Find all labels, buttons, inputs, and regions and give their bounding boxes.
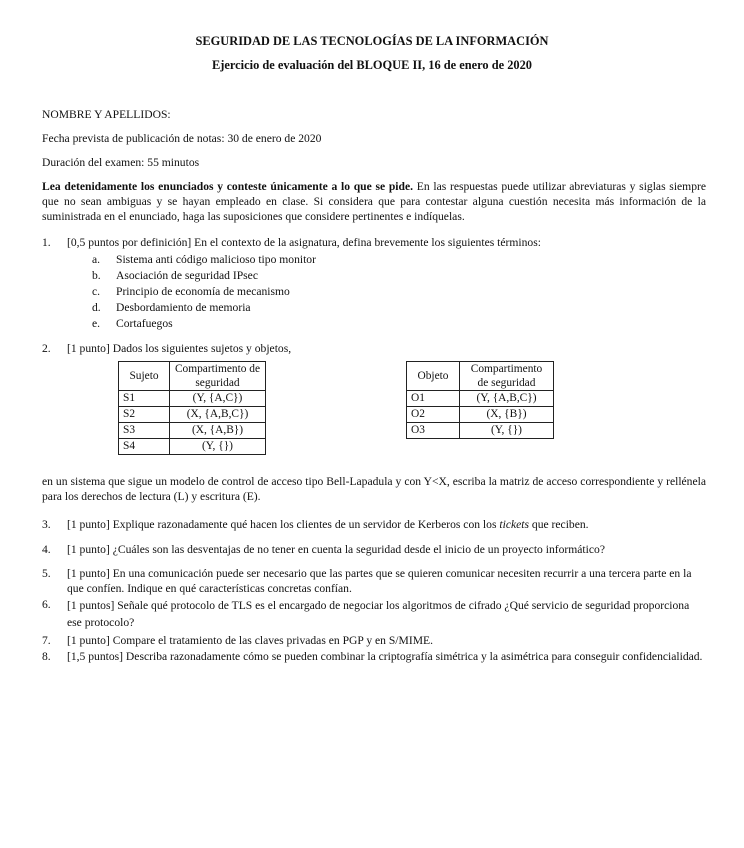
question-1 <box>42 235 706 250</box>
question-number: 2. <box>42 342 51 355</box>
subjects-table <box>118 361 266 455</box>
table-cell: (Y, {}) <box>460 423 554 439</box>
question-text: [1 punto] Compare el tratamiento de las claves privadas en PGP y en S/MIME. <box>67 634 433 647</box>
exam-subtitle: Ejercicio de evaluación del BLOQUE II, 16 de enero de 2020 <box>212 58 532 72</box>
table-header-row <box>407 362 554 391</box>
item-text: Cortafuegos <box>116 317 173 330</box>
question-text: [1 punto] ¿Cuáles son las desventajas de no tener en cuenta la seguridad desde el inicio de un proyecto informático? <box>67 543 605 556</box>
table-cell: O3 <box>407 423 460 439</box>
question-7 <box>42 633 706 648</box>
question-number: 7. <box>42 634 51 647</box>
item-text: Desbordamiento de memoria <box>116 301 251 314</box>
item-text: Asociación de seguridad IPsec <box>116 269 258 282</box>
table-cell: S3 <box>119 423 170 439</box>
table-cell: (X, {A,B}) <box>170 423 266 439</box>
instructions-bold: Lea detenidamente los enunciados y conteste únicamente a lo que se pide. <box>42 180 414 193</box>
table-row <box>119 407 266 423</box>
table-row <box>407 407 554 423</box>
item-letter: d. <box>92 301 101 314</box>
table-row <box>119 391 266 407</box>
name-label: NOMBRE Y APELLIDOS: <box>42 108 171 121</box>
table-header-row <box>119 362 266 391</box>
table-cell: (X, {B}) <box>460 407 554 423</box>
instructions <box>42 179 706 224</box>
question-text: [1 punto] En una comunicación puede ser necesario que las partes que se quieren comunicar necesiten recurrir a una tercera parte en la que confíen. Indique en qué características concretas confían. <box>67 567 692 595</box>
question-text: [1 puntos] Señale qué protocolo de TLS es el encargado de negociar los algoritmos de cifrado ¿Qué servicio de seguridad proporciona ese protocolo? <box>67 599 690 629</box>
table-row <box>119 439 266 455</box>
q3-italic-term: tickets <box>499 518 529 531</box>
item-letter: c. <box>92 285 101 298</box>
table-header: Sujeto <box>119 362 170 391</box>
q3-text-after: que reciben. <box>529 518 589 531</box>
item-letter: a. <box>92 253 101 266</box>
q1-item-d <box>92 300 251 315</box>
table-cell: (Y, {A,C}) <box>170 391 266 407</box>
question-text <box>67 517 706 532</box>
table-cell: S4 <box>119 439 170 455</box>
q1-item-e <box>92 316 173 331</box>
item-letter: e. <box>92 317 101 330</box>
question-6 <box>42 597 706 631</box>
q1-item-a <box>92 252 316 267</box>
objects-table <box>406 361 554 439</box>
question-3 <box>42 517 706 532</box>
question-number: 5. <box>42 567 51 580</box>
question-number: 8. <box>42 650 51 663</box>
question-text: [1,5 puntos] Describa razonadamente cómo se pueden combinar la criptografía simétrica y la asimétrica para conseguir confidencialidad. <box>67 650 703 663</box>
q1-item-c <box>92 284 290 299</box>
publication-date: Fecha prevista de publicación de notas: 30 de enero de 2020 <box>42 132 322 145</box>
question-number: 6. <box>42 598 51 611</box>
table-cell: (Y, {A,B,C}) <box>460 391 554 407</box>
question-number: 4. <box>42 543 51 556</box>
table-cell: (Y, {}) <box>170 439 266 455</box>
question-text: [1 punto] Dados los siguientes sujetos y objetos, <box>67 342 292 355</box>
table-cell: O1 <box>407 391 460 407</box>
table-cell: S2 <box>119 407 170 423</box>
question-number: 3. <box>42 518 51 531</box>
item-letter: b. <box>92 269 101 282</box>
question-number: 1. <box>42 236 51 249</box>
table-cell: (X, {A,B,C}) <box>170 407 266 423</box>
table-row <box>407 391 554 407</box>
item-text: Principio de economía de mecanismo <box>116 285 290 298</box>
exam-title: SEGURIDAD DE LAS TECNOLOGÍAS DE LA INFORMACIÓN <box>195 34 549 48</box>
table-row <box>407 423 554 439</box>
question-5 <box>42 566 706 596</box>
question-8 <box>42 649 706 664</box>
table-cell: O2 <box>407 407 460 423</box>
q2-continuation: en un sistema que sigue un modelo de control de acceso tipo Bell-Lapadula y con Y<X, escriba la matriz de acceso correspondiente y rellénela para los derechos de lectura (L) y escritura (E). <box>42 475 706 503</box>
q3-text-before: [1 punto] Explique razonadamente qué hacen los clientes de un servidor de Kerberos con los <box>67 518 500 531</box>
instructions-rest: En las respuestas puede utilizar abreviaturas y siglas siempre que no sean ambiguas y se hayan empleado en clase. Si considera que para contestar alguna cuestión necesita más información de la suministrada en el enunciado, haga las suposiciones que considere pertinentes e indíquelas. <box>42 180 707 223</box>
table-header: Objeto <box>407 362 460 391</box>
question-text: [0,5 puntos por definición] En el contexto de la asignatura, defina brevemente los siguientes términos: <box>67 236 541 249</box>
item-text: Sistema anti código malicioso tipo monitor <box>116 253 316 266</box>
table-row <box>119 423 266 439</box>
table-header: Compartimento de seguridad <box>170 362 266 391</box>
q1-item-b <box>92 268 258 283</box>
table-header: Compartimento de seguridad <box>460 362 554 391</box>
question-4 <box>42 542 706 557</box>
table-cell: S1 <box>119 391 170 407</box>
exam-duration: Duración del examen: 55 minutos <box>42 156 200 169</box>
question-2 <box>42 341 706 356</box>
